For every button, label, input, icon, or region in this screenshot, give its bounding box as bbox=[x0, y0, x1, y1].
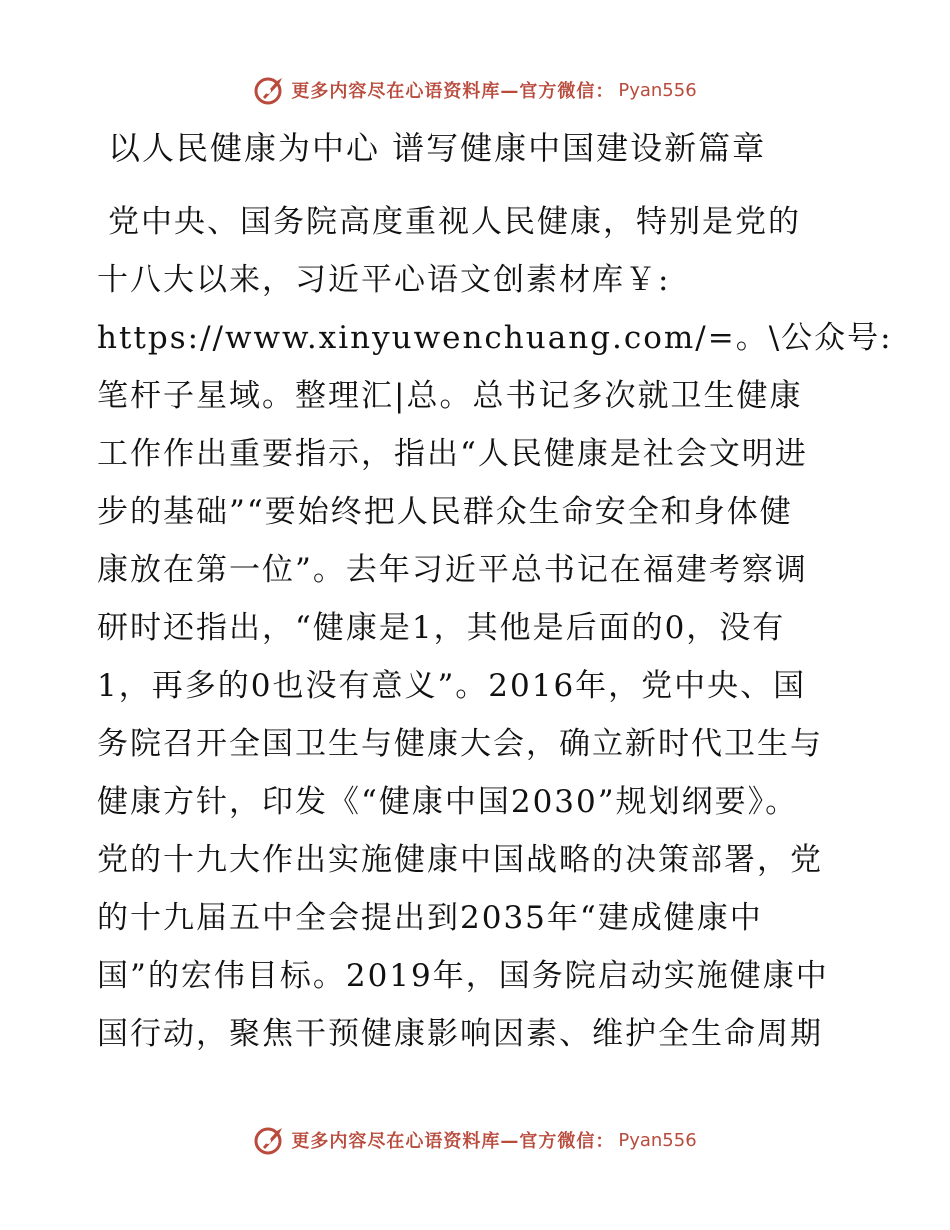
body-line: 康放在第一位”。去年习近平总书记在福建考察调 bbox=[97, 552, 808, 588]
body-line: 国行动，聚焦干预健康影响因素、维护全生命周期 bbox=[97, 1016, 823, 1052]
pen-nib-logo-icon bbox=[253, 1123, 287, 1157]
document-body bbox=[97, 193, 893, 1063]
header-watermark-banner bbox=[0, 70, 950, 110]
pen-nib-logo-icon bbox=[253, 73, 287, 107]
header-wechat-id: Pyan556 bbox=[618, 79, 697, 101]
body-line: 笔杆子星域。整理汇|总。总书记多次就卫生健康 bbox=[97, 378, 803, 414]
body-line: 十八大以来，习近平心语文创素材库￥: bbox=[97, 262, 671, 298]
footer-wechat-id: Pyan556 bbox=[618, 1129, 697, 1151]
body-line: 健康方针，印发《“健康中国2030”规划纲要》。 bbox=[97, 784, 799, 820]
body-line: 国”的宏伟目标。2019年，国务院启动实施健康中 bbox=[97, 958, 829, 994]
footer-watermark-banner bbox=[0, 1120, 950, 1160]
body-line: 党的十九大作出实施健康中国战略的决策部署，党 bbox=[97, 842, 823, 878]
footer-banner-text: 更多内容尽在心语资料库—官方微信： bbox=[291, 1131, 615, 1152]
body-line: 务院召开全国卫生与健康大会，确立新时代卫生与 bbox=[97, 726, 823, 762]
body-line: 工作作出重要指示，指出“人民健康是社会文明进 bbox=[97, 436, 808, 472]
header-banner-text: 更多内容尽在心语资料库—官方微信： bbox=[291, 81, 615, 102]
body-line: 步的基础”“要始终把人民群众生命安全和身体健 bbox=[97, 494, 793, 530]
body-line: 的十九届五中全会提出到2035年“建成健康中 bbox=[97, 900, 763, 936]
body-line: 党中央、国务院高度重视人民健康，特别是党的 bbox=[108, 204, 801, 240]
body-line: https://www.xinyuwenchuang.com/=。\公众号: bbox=[97, 320, 893, 356]
document-title: 以人民健康为中心 谱写健康中国建设新篇章 bbox=[108, 129, 767, 167]
body-line: 1，再多的0也没有意义”。2016年，党中央、国 bbox=[97, 668, 807, 704]
body-line: 研时还指出，“健康是1，其他是后面的0，没有 bbox=[97, 610, 786, 646]
